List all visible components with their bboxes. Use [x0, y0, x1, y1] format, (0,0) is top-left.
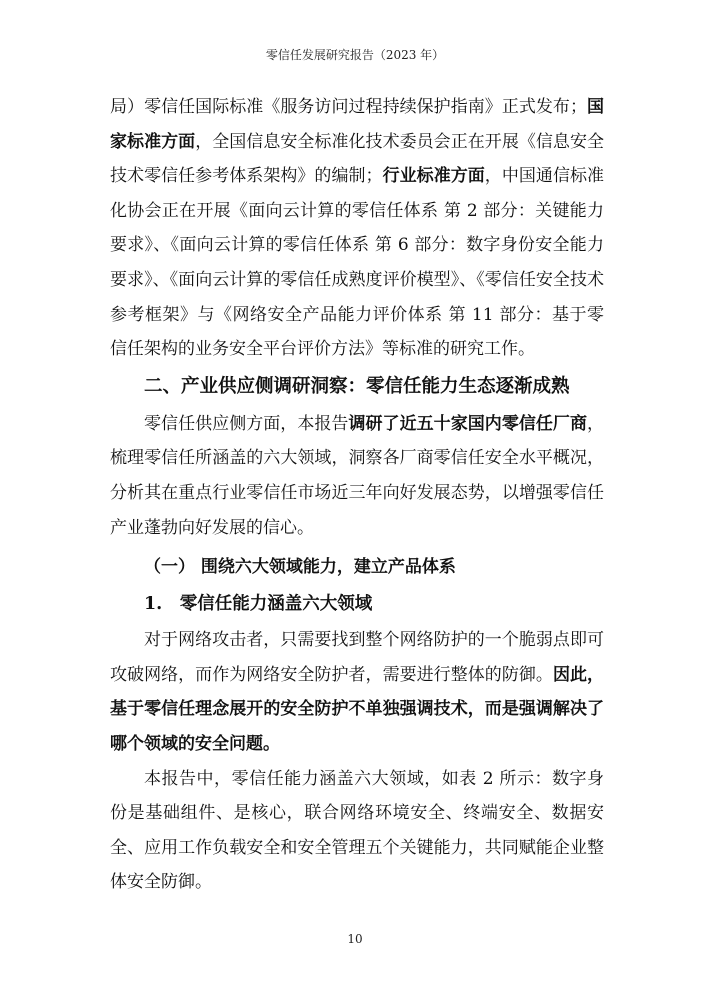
- national-standard-text: ，全国信息安全标准化技术委员会正在开展《信息安全技术零信任参考体系架构》的编制；: [110, 131, 605, 187]
- attacker-paragraph: [110, 623, 604, 761]
- supply-side-text-2: ，梳理零信任所涵盖的六大领域，洞察各厂商零信任安全水平概况，分析其在重点行业零信任市场近三年向好发展态势，以增强零信任产业蓬勃向好发展的信心。: [110, 413, 605, 538]
- supply-side-paragraph: [110, 407, 604, 545]
- attacker-highlight: 因此，基于零信任理念展开的安全防护不单独强调技术，而是强调解决了哪个领域的安全问题。: [110, 664, 605, 754]
- subsubsection-heading-1: 1. 零信任能力涵盖六大领域: [144, 594, 373, 615]
- six-domains-paragraph: [110, 762, 604, 900]
- supply-side-text-1: 零信任供应侧方面，本报告: [144, 413, 349, 434]
- industry-standard-text: ，中国通信标准化协会正在开展《面向云计算的零信任体系 第 2 部分：关键能力要求》、《面向云计算的零信任体系 第 6 部分：数字身份安全能力要求》、《面向云计算的零信任成熟度评价模型》、《零信任安全技术参考框架》与《网络安全产品能力评价体系 第 11 部分：基于零信任架构的业务安全平台评价方法》等标准的研究工作。: [110, 166, 605, 360]
- standards-paragraph: [110, 90, 604, 367]
- industry-standard-label: 行业标准方面: [382, 166, 485, 187]
- subsection-heading-1: （一） 围绕六大领域能力，建立产品体系: [144, 557, 456, 578]
- page-number: 10: [347, 932, 363, 946]
- attacker-text: 对于网络攻击者，只需要找到整个网络防护的一个脆弱点即可攻破网络，而作为网络安全防护者，需要进行整体的防御。: [110, 630, 604, 685]
- section-heading-2: 二、产业供应侧调研洞察：零信任能力生态逐渐成熟: [144, 375, 570, 397]
- running-header: 零信任发展研究报告（2023 年）: [265, 48, 445, 62]
- intl-standard-text: 局）零信任国际标准《服务访问过程持续保护指南》正式发布；: [110, 97, 587, 117]
- six-domains-text: 本报告中，零信任能力涵盖六大领域，如表 2 所示：数字身份是基础组件、是核心，联合网络环境安全、终端安全、数据安全、应用工作负载安全和安全管理五个关键能力，共同赋能企业整体安全防御。: [110, 768, 604, 893]
- supply-side-highlight: 调研了近五十家国内零信任厂商: [348, 413, 588, 434]
- national-standard-label: 国家标准方面: [110, 97, 605, 152]
- page-body: [110, 90, 604, 900]
